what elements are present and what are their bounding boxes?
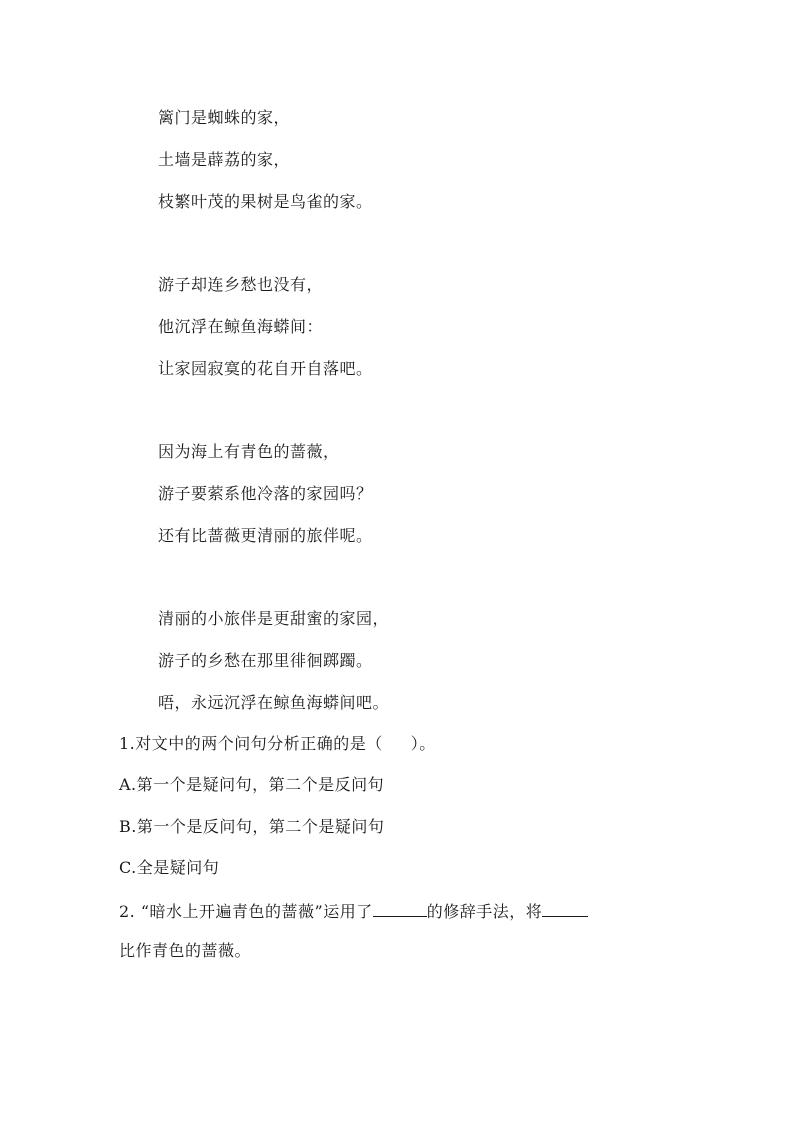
poem-line: 因为海上有青色的蔷薇， bbox=[158, 442, 340, 461]
poem-line: 让家园寂寞的花自开自落吧。 bbox=[158, 359, 373, 378]
fill-blank-object[interactable] bbox=[542, 900, 588, 917]
question-1-option-c: C.全是疑问句 bbox=[119, 858, 220, 877]
fill-blank-rhetoric[interactable] bbox=[373, 900, 427, 917]
question-2-part2: 的修辞手法，将 bbox=[426, 902, 543, 921]
poem-line: 游子要萦系他冷落的家园吗？ bbox=[158, 484, 373, 503]
question-1-option-b: B.第一个是反问句，第二个是疑问句 bbox=[119, 817, 385, 836]
poem-line: 土墙是薜荔的家， bbox=[158, 150, 291, 169]
poem-line: 唔，永远沉浮在鲸鱼海蟒间吧。 bbox=[158, 693, 390, 712]
poem-line: 枝繁叶茂的果树是鸟雀的家。 bbox=[158, 192, 373, 211]
poem-line: 他沉浮在鲸鱼海蟒间： bbox=[158, 317, 324, 336]
question-1-stem-before: 1.对文中的两个问句分析正确的是（ bbox=[119, 734, 383, 753]
question-2-part1: 2. “暗水上开遍青色的蔷薇”运用了 bbox=[119, 902, 373, 921]
poem-line: 游子的乡愁在那里徘徊踯躅。 bbox=[158, 651, 373, 670]
poem-line: 清丽的小旅伴是更甜蜜的家园， bbox=[158, 609, 390, 628]
poem-line: 游子却连乡愁也没有， bbox=[158, 275, 324, 294]
question-2-continuation: 比作青色的蔷薇。 bbox=[119, 941, 252, 960]
poem-line: 篱门是蜘蛛的家， bbox=[158, 108, 291, 127]
question-2-stem bbox=[119, 900, 588, 922]
question-1-option-a: A.第一个是疑问句，第二个是反问句 bbox=[119, 775, 385, 794]
question-1-stem bbox=[119, 734, 436, 754]
question-1-stem-after: ）。 bbox=[410, 734, 436, 753]
poem-line: 还有比蔷薇更清丽的旅伴呢。 bbox=[158, 526, 373, 545]
